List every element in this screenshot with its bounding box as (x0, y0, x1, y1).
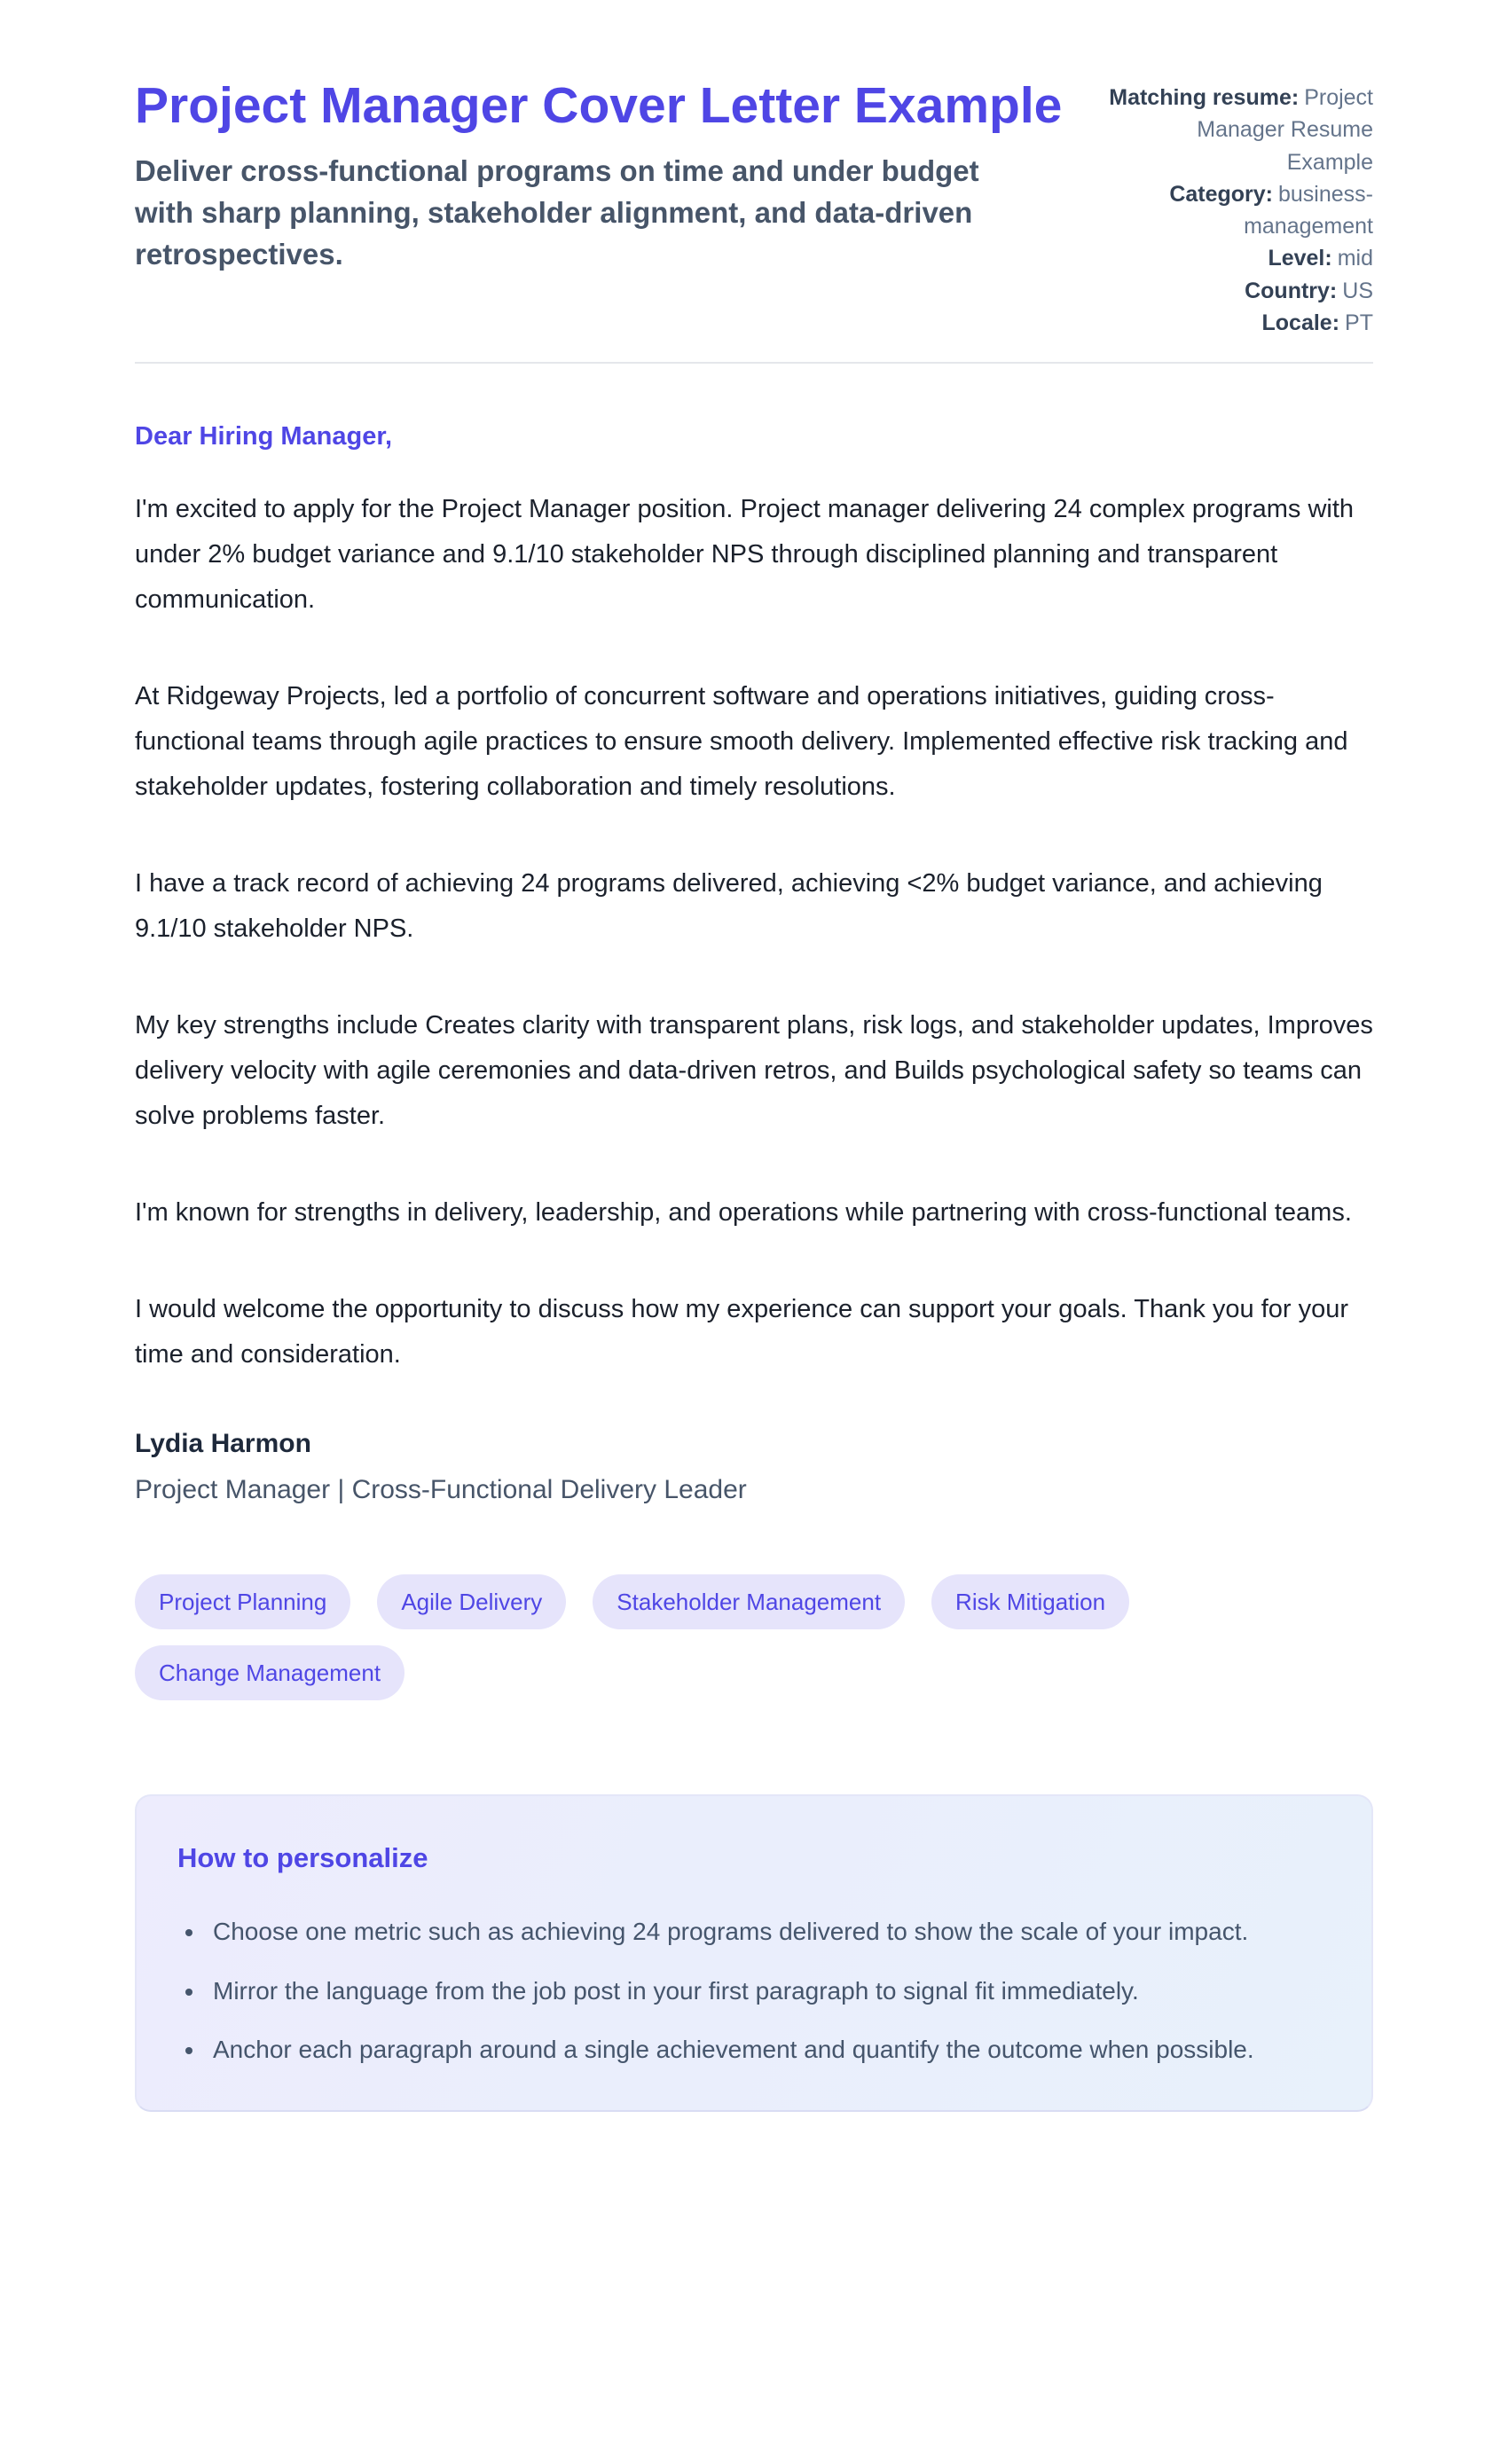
page-subtitle: Deliver cross-functional programs on time and under budget with sharp planning, stakeholder alignment, and data-driven retrospectives. (135, 154, 979, 271)
skill-tag-risk-mitigation[interactable]: Risk Mitigation (931, 1574, 1129, 1629)
meta-value: Project Manager Resume Example (1197, 85, 1373, 175)
cover-letter-body (135, 422, 1373, 1505)
header-divider (135, 362, 1373, 364)
skill-tag-agile-delivery[interactable]: Agile Delivery (377, 1574, 566, 1629)
personalize-tips-list (177, 1910, 1331, 2072)
skill-tag-stakeholder-management[interactable]: Stakeholder Management (593, 1574, 905, 1629)
title-block (135, 76, 1062, 276)
personalize-tip: • Mirror the language from the job post in your first paragraph to signal fit immediately. (206, 1969, 1331, 2013)
personalize-tip: • Anchor each paragraph around a single achievement and quantify the outcome when possible. (206, 2028, 1331, 2072)
letter-paragraph: At Ridgeway Projects, led a portfolio of concurrent software and operations initiatives, guiding cross-functional teams through agile practices to ensure smooth delivery. Implemented effective risk tracking and stakeholder updates, fostering collaboration and timely resolutions. (135, 682, 1348, 802)
meta-value: business-management (1244, 181, 1373, 239)
meta-locale (1107, 307, 1373, 339)
page-header (135, 76, 1373, 339)
meta-value: US (1342, 278, 1373, 303)
resume-meta-panel (1107, 82, 1373, 339)
meta-label: Category: (1169, 181, 1273, 207)
skill-tag-change-management[interactable]: Change Management (135, 1645, 404, 1700)
letter-paragraph: I would welcome the opportunity to discuss how my experience can support your goals. Thank you for your time and consideration. (135, 1295, 1349, 1369)
letter-paragraph: I'm excited to apply for the Project Manager position. Project manager delivering 24 complex programs with under 2% budget variance and 9.1/10 stakeholder NPS through disciplined planning and transparent communication. (135, 495, 1355, 615)
meta-matching-resume (1107, 82, 1373, 178)
meta-country (1107, 275, 1373, 307)
signature-role: Project Manager | Cross-Functional Delivery Leader (135, 1475, 747, 1505)
meta-label: Level: (1268, 246, 1332, 271)
meta-label: Locale: (1261, 310, 1340, 335)
meta-level (1107, 242, 1373, 274)
salutation: Dear Hiring Manager, (135, 422, 393, 451)
letter-paragraph: My key strengths include Creates clarity with transparent plans, risk logs, and stakeholder updates, Improves delivery velocity with agile ceremonies and data-driven retros, and Builds psychological safety so teams can solve problems faster. (135, 1011, 1373, 1131)
letter-paragraph: I have a track record of achieving 24 programs delivered, achieving <2% budget variance, and achieving 9.1/10 stakeholder NPS. (135, 869, 1323, 944)
meta-value: mid (1337, 246, 1373, 271)
how-to-personalize-card (135, 1794, 1373, 2111)
meta-value: PT (1345, 310, 1373, 335)
signature-block (135, 1429, 1373, 1505)
meta-label: Country: (1245, 278, 1338, 303)
letter-paragraph: I'm known for strengths in delivery, leadership, and operations while partnering with cross-functional teams. (135, 1198, 1352, 1228)
personalize-tip: • Choose one metric such as achieving 24 programs delivered to show the scale of your impact. (206, 1910, 1331, 1954)
page-title: Project Manager Cover Letter Example (135, 77, 1063, 134)
skill-tag-project-planning[interactable]: Project Planning (135, 1574, 350, 1629)
meta-category (1107, 178, 1373, 243)
skill-tags (135, 1574, 1373, 1700)
how-to-personalize-title: How to personalize (177, 1842, 428, 1874)
meta-label: Matching resume: (1109, 85, 1300, 110)
signature-name: Lydia Harmon (135, 1429, 311, 1459)
